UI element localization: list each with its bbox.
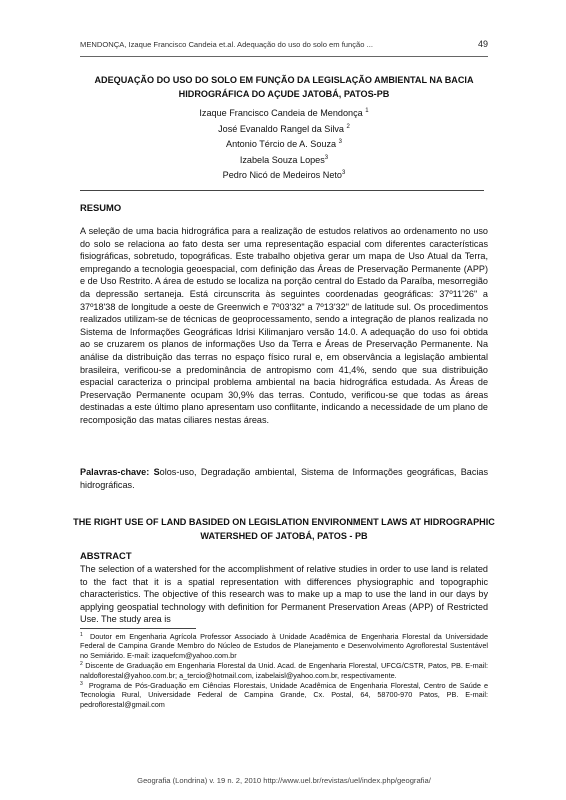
footnote-mark: 3 xyxy=(341,170,346,176)
author-line: Izaque Francisco Candeia de Mendonça $^1$ xyxy=(199,108,369,118)
resumo-heading: RESUMO xyxy=(80,202,122,213)
author-list xyxy=(80,106,488,184)
running-head xyxy=(80,40,488,52)
footnote: $^3$ Programa de Pós-Graduação em Ciências Florestais, Unidade Acadêmica de Engenharia Florestal, Centro de Saúde e Tecnologia Rural, Universidade Federal de Campina Grande, Cx. Postal, 64, 58700-970 Patos, PB. E-mail: pedroflorestal@gmail.com xyxy=(80,681,488,709)
abstract-body: The selection of a watershed for the accomplishment of relative studies in order to use land is related to the fact that it is a spatial representation with differences physiographic and topographic characteristics. The objective of this research was to make up a map to use the land in our days by applying geospatial technology with definition for Permanent Preservation Areas (APP) of Restricted Use. The study area is xyxy=(80,564,488,625)
footnote-mark: 1 xyxy=(80,632,83,638)
keywords-text: olos-uso, Degradação ambiental, Sistema de Informações geográficas, Bacias hidrográficas. xyxy=(80,467,488,490)
footnote-mark: 2 xyxy=(346,123,350,130)
keywords-label: Palavras-chave: xyxy=(80,467,150,477)
footnote: $^2$ Discente de Graduação em Engenharia Florestal da Unid. Acad. de Engenharia Florestal, UFCG/CSTR, Patos, PB. E-mail: naldoflorestal@yahoo.com.br; a_tercio@hotmail.com, izabelaisl@yahoo.com.br, respectivamente. xyxy=(80,661,489,680)
footnote-mark: 2 xyxy=(80,661,83,668)
keywords xyxy=(80,466,488,491)
author-line: Pedro Nicó de Medeiros Neto$^3$ xyxy=(222,170,346,180)
keywords-initial: S xyxy=(153,467,160,477)
footnote-mark: 3 xyxy=(324,154,329,161)
page-footer: Geografia (Londrina) v. 19 n. 2, 2010 http://www.uel.br/revistas/uel/index.php/geografia/ xyxy=(137,776,431,785)
footnote-mark: 3 xyxy=(80,681,83,688)
running-head-text: MENDONÇA, Izaque Francisco Candeia et.al. Adequação do uso do solo em função ... xyxy=(80,40,373,49)
footnote-rule xyxy=(80,628,196,629)
footnote-mark: 1 xyxy=(365,108,369,114)
author-line: Antonio Tércio de A. Souza $^3$ xyxy=(226,139,342,149)
article-title-en: THE RIGHT USE OF LAND BASIDED ON LEGISLATION ENVIRONMENT LAWS AT HIDROGRAPHIC WATERSHED OF JATOBÁ, PATOS - PB xyxy=(73,517,495,541)
author-line: José Evanaldo Rangel da Silva $^2$ xyxy=(218,123,350,134)
author-line: Izabela Souza Lopes$^3$ xyxy=(239,154,329,165)
article-title-pt: ADEQUAÇÃO DO USO DO SOLO EM FUNÇÃO DA LEGISLAÇÃO AMBIENTAL NA BACIA HIDROGRÁFICA DO AÇUDE JATOBÁ, PATOS-PB xyxy=(94,75,474,99)
footnote-mark: 3 xyxy=(338,139,342,145)
header-rule xyxy=(80,56,488,57)
resumo-body: A seleção de uma bacia hidrográfica para a realização de estudos relativos ao ordenamento no uso do solo se relaciona ao fato desta ser uma representação espacial com diferentes características fisiográficas, sobretudo, topográficas. Este trabalho objetiva gerar um mapa de Uso Atual da Terra, empregando a tecnologia geoespacial, com definição das Áreas de Preservação Permanente (APP) e de Uso Restrito. A área de estudo se localiza na porção central do Estado da Paraíba, mesorregião da depressão sertaneja. Está circunscrita às seguintes coordenadas geográficas: 37º11'26" a 37º18'38 de longitude a oeste de Greenwich e 7º03'32" a 7º13'32" de latitude sul. Os procedimentos realizados utilizam-se de técnicas de geoprocessamento, sendo a integração de planos realizada no Sistema de Informações Geográficas Idrisi Kilimanjaro versão 14.0. A adequação do uso foi obtida ao se cruzarem os planos de informações Uso da Terra e Áreas de Preservação Permanente. Na análise da distribuição das terras no espaço físico rural e, em observância a legislação ambiental brasileira, verificou-se a predominância de antropismo com 41,4%, sendo que sua distribuição espacial caracteriza o principal problema ambiental na bacia hidrográfica estudada. As Áreas de Preservação Permanente ocupam 30,9% das terras. Contudo, verificou-se que todas as áreas destinadas a este último plano apresentam uso conflitante, indicando a necessidade de um plano de recomposição das matas ciliares nestas áreas. xyxy=(80,226,488,425)
abstract-heading: ABSTRACT xyxy=(80,550,132,561)
section-rule xyxy=(80,190,484,191)
footnote: $^1$ Doutor em Engenharia Agrícola Professor Associado à Unidade Acadêmica de Engenharia Florestal da Universidade Federal de Campina Grande Membro do Núcleo de Estudos de Planejamento e Desenvolvimento Agroflorestal Sustentável no Semiárido. E-mail: izaquefcm@yahoo.com.br xyxy=(80,632,488,660)
page-number: 49 xyxy=(477,39,488,49)
footnotes xyxy=(80,632,488,709)
